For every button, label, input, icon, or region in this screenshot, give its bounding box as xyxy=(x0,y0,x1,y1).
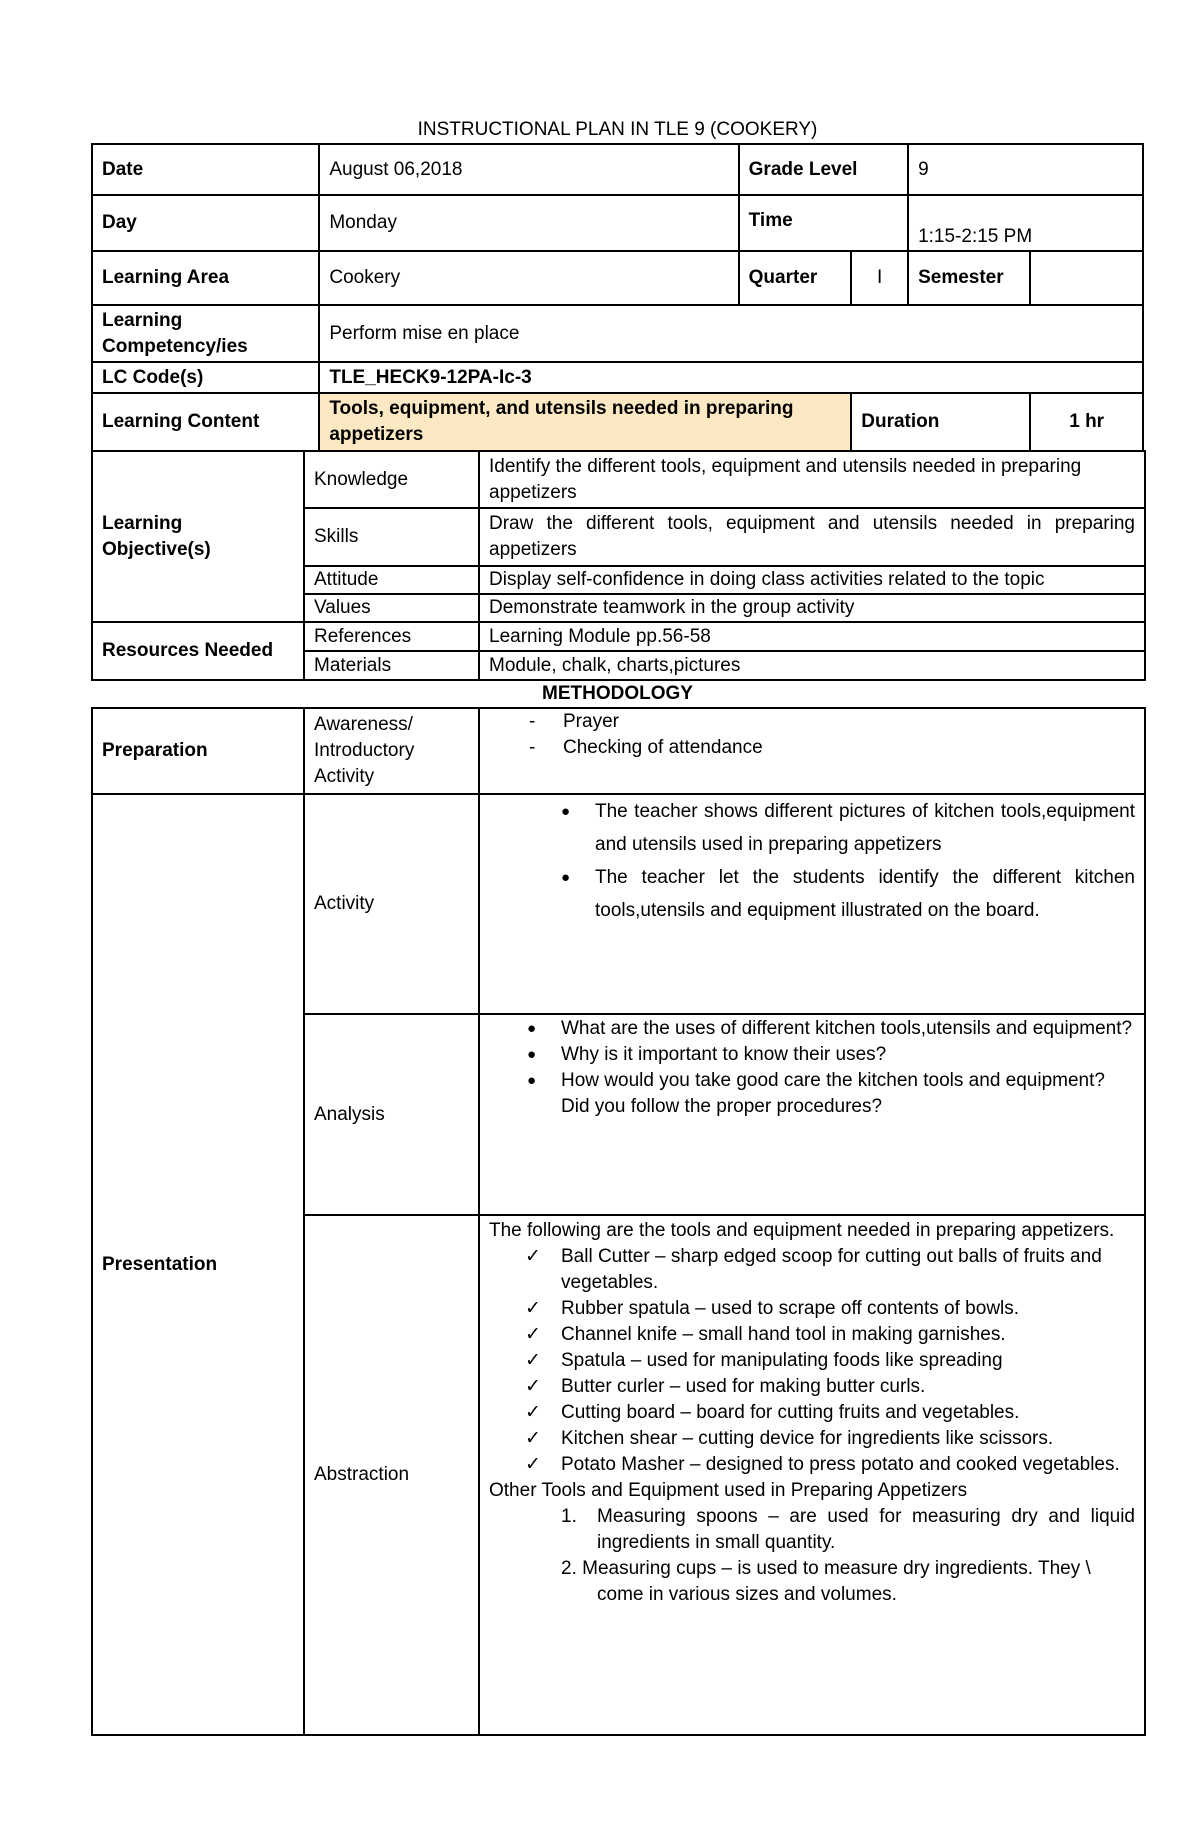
analysis-list xyxy=(489,1016,1135,1120)
learning-content-value: Tools, equipment, and utensils needed in preparing appetizers xyxy=(319,393,851,451)
list-number: 1. xyxy=(561,1506,577,1527)
semester-label: Semester xyxy=(908,251,1030,305)
day-value: Monday xyxy=(319,195,738,251)
other-tools-item-2: 2. Measuring cups – is used to measure dry ingredients. They \ xyxy=(561,1558,1091,1579)
list-item: - Prayer xyxy=(529,709,1135,735)
other-tools-title: Other Tools and Equipment used in Preparing Appetizers xyxy=(489,1480,968,1501)
list-item: ● What are the uses of different kitchen tools,utensils and equipment? xyxy=(527,1016,1135,1042)
time-value: 1:15-2:15 PM xyxy=(908,195,1143,251)
list-item: ✓ Rubber spatula – used to scrape off contents of bowls. xyxy=(525,1296,1142,1322)
time-label: Time xyxy=(739,195,908,251)
analysis-label: Analysis xyxy=(304,1014,479,1215)
list-item: ✓ Channel knife – small hand tool in making garnishes. xyxy=(525,1322,1142,1348)
values-value: Demonstrate teamwork in the group activity xyxy=(479,594,1145,622)
document-title: INSTRUCTIONAL PLAN IN TLE 9 (COOKERY) xyxy=(417,119,818,140)
analysis-content xyxy=(479,1014,1145,1215)
knowledge-value: Identify the different tools, equipment and utensils needed in preparing appetizers xyxy=(479,451,1145,508)
preparation-list xyxy=(489,709,1135,761)
list-item: ● The teacher shows different pictures of kitchen tools,equipment and utensils used in preparing appetizers xyxy=(595,795,1135,861)
lc-code-value: TLE_HECK9-12PA-Ic-3 xyxy=(319,362,1143,393)
list-item: ✓ Butter curler – used for making butter curls. xyxy=(525,1374,1142,1400)
semester-value xyxy=(1030,251,1143,305)
references-label: References xyxy=(304,622,479,651)
date-value: August 06,2018 xyxy=(319,144,738,195)
list-item: ✓ Potato Masher – designed to press potato and cooked vegetables. xyxy=(525,1452,1142,1478)
skills-label: Skills xyxy=(304,508,479,566)
other-tools-list xyxy=(489,1504,1142,1556)
day-label: Day xyxy=(92,195,319,251)
lc-code-label: LC Code(s) xyxy=(92,362,319,393)
list-item: - Checking of attendance xyxy=(529,735,1135,761)
values-label: Values xyxy=(304,594,479,622)
references-value: Learning Module pp.56-58 xyxy=(479,622,1145,651)
list-item: ● Why is it important to know their uses? xyxy=(527,1042,1135,1068)
competency-value: Perform mise en place xyxy=(319,305,1143,362)
list-item: ✓ Ball Cutter – sharp edged scoop for cutting out balls of fruits and vegetables. xyxy=(525,1244,1142,1296)
learning-area-value: Cookery xyxy=(319,251,738,305)
quarter-label: Quarter xyxy=(739,251,852,305)
materials-value: Module, chalk, charts,pictures xyxy=(479,651,1145,680)
list-text: Measuring spoons – are used for measuring dry and liquid ingredients in small quantity. xyxy=(597,1506,1135,1553)
resources-label: Resources Needed xyxy=(92,622,304,680)
preparation-content xyxy=(479,708,1145,794)
knowledge-label: Knowledge xyxy=(304,451,479,508)
learning-area-label: Learning Area xyxy=(92,251,319,305)
duration-value: 1 hr xyxy=(1030,393,1143,451)
duration-label: Duration xyxy=(851,393,1030,451)
activity-list xyxy=(489,795,1135,927)
grade-level-value: 9 xyxy=(908,144,1143,195)
competency-label: Learning Competency/ies xyxy=(92,305,319,362)
list-item: ✓ Kitchen shear – cutting device for ingredients like scissors. xyxy=(525,1426,1142,1452)
materials-label: Materials xyxy=(304,651,479,680)
abstraction-list xyxy=(489,1244,1142,1478)
methodology-title: METHODOLOGY xyxy=(542,683,693,704)
learning-content-label: Learning Content xyxy=(92,393,319,451)
quarter-value: I xyxy=(851,251,908,305)
preparation-label: Preparation xyxy=(92,708,304,794)
objectives-label: Learning Objective(s) xyxy=(92,451,304,622)
grade-level-label: Grade Level xyxy=(739,144,908,195)
activity-content xyxy=(479,794,1145,1014)
list-item: ● The teacher let the students identify the different kitchen tools,utensils and equipment illustrated on the board. xyxy=(595,861,1135,927)
list-item: ✓ Cutting board – board for cutting fruits and vegetables. xyxy=(525,1400,1142,1426)
introductory-activity-label: Awareness/ Introductory Activity xyxy=(304,708,479,794)
abstraction-content xyxy=(479,1215,1145,1735)
attitude-value: Display self-confidence in doing class activities related to the topic xyxy=(479,566,1145,594)
methodology-table xyxy=(91,707,1146,1736)
abstraction-intro: The following are the tools and equipment needed in preparing appetizers. xyxy=(489,1220,1115,1241)
list-item xyxy=(561,1504,1135,1556)
objectives-table xyxy=(91,450,1146,681)
lesson-plan-page xyxy=(91,117,1144,1736)
date-label: Date xyxy=(92,144,319,195)
activity-label: Activity xyxy=(304,794,479,1014)
skills-value: Draw the different tools, equipment and utensils needed in preparing appetizers xyxy=(479,508,1145,566)
attitude-label: Attitude xyxy=(304,566,479,594)
presentation-label: Presentation xyxy=(92,794,304,1735)
list-item: ● How would you take good care the kitchen tools and equipment? Did you follow the proper procedures? xyxy=(527,1068,1135,1120)
header-table xyxy=(91,143,1144,452)
list-item: ✓ Spatula – used for manipulating foods like spreading xyxy=(525,1348,1142,1374)
abstraction-label: Abstraction xyxy=(304,1215,479,1735)
other-tools-item-2-continued: come in various sizes and volumes. xyxy=(597,1584,897,1605)
